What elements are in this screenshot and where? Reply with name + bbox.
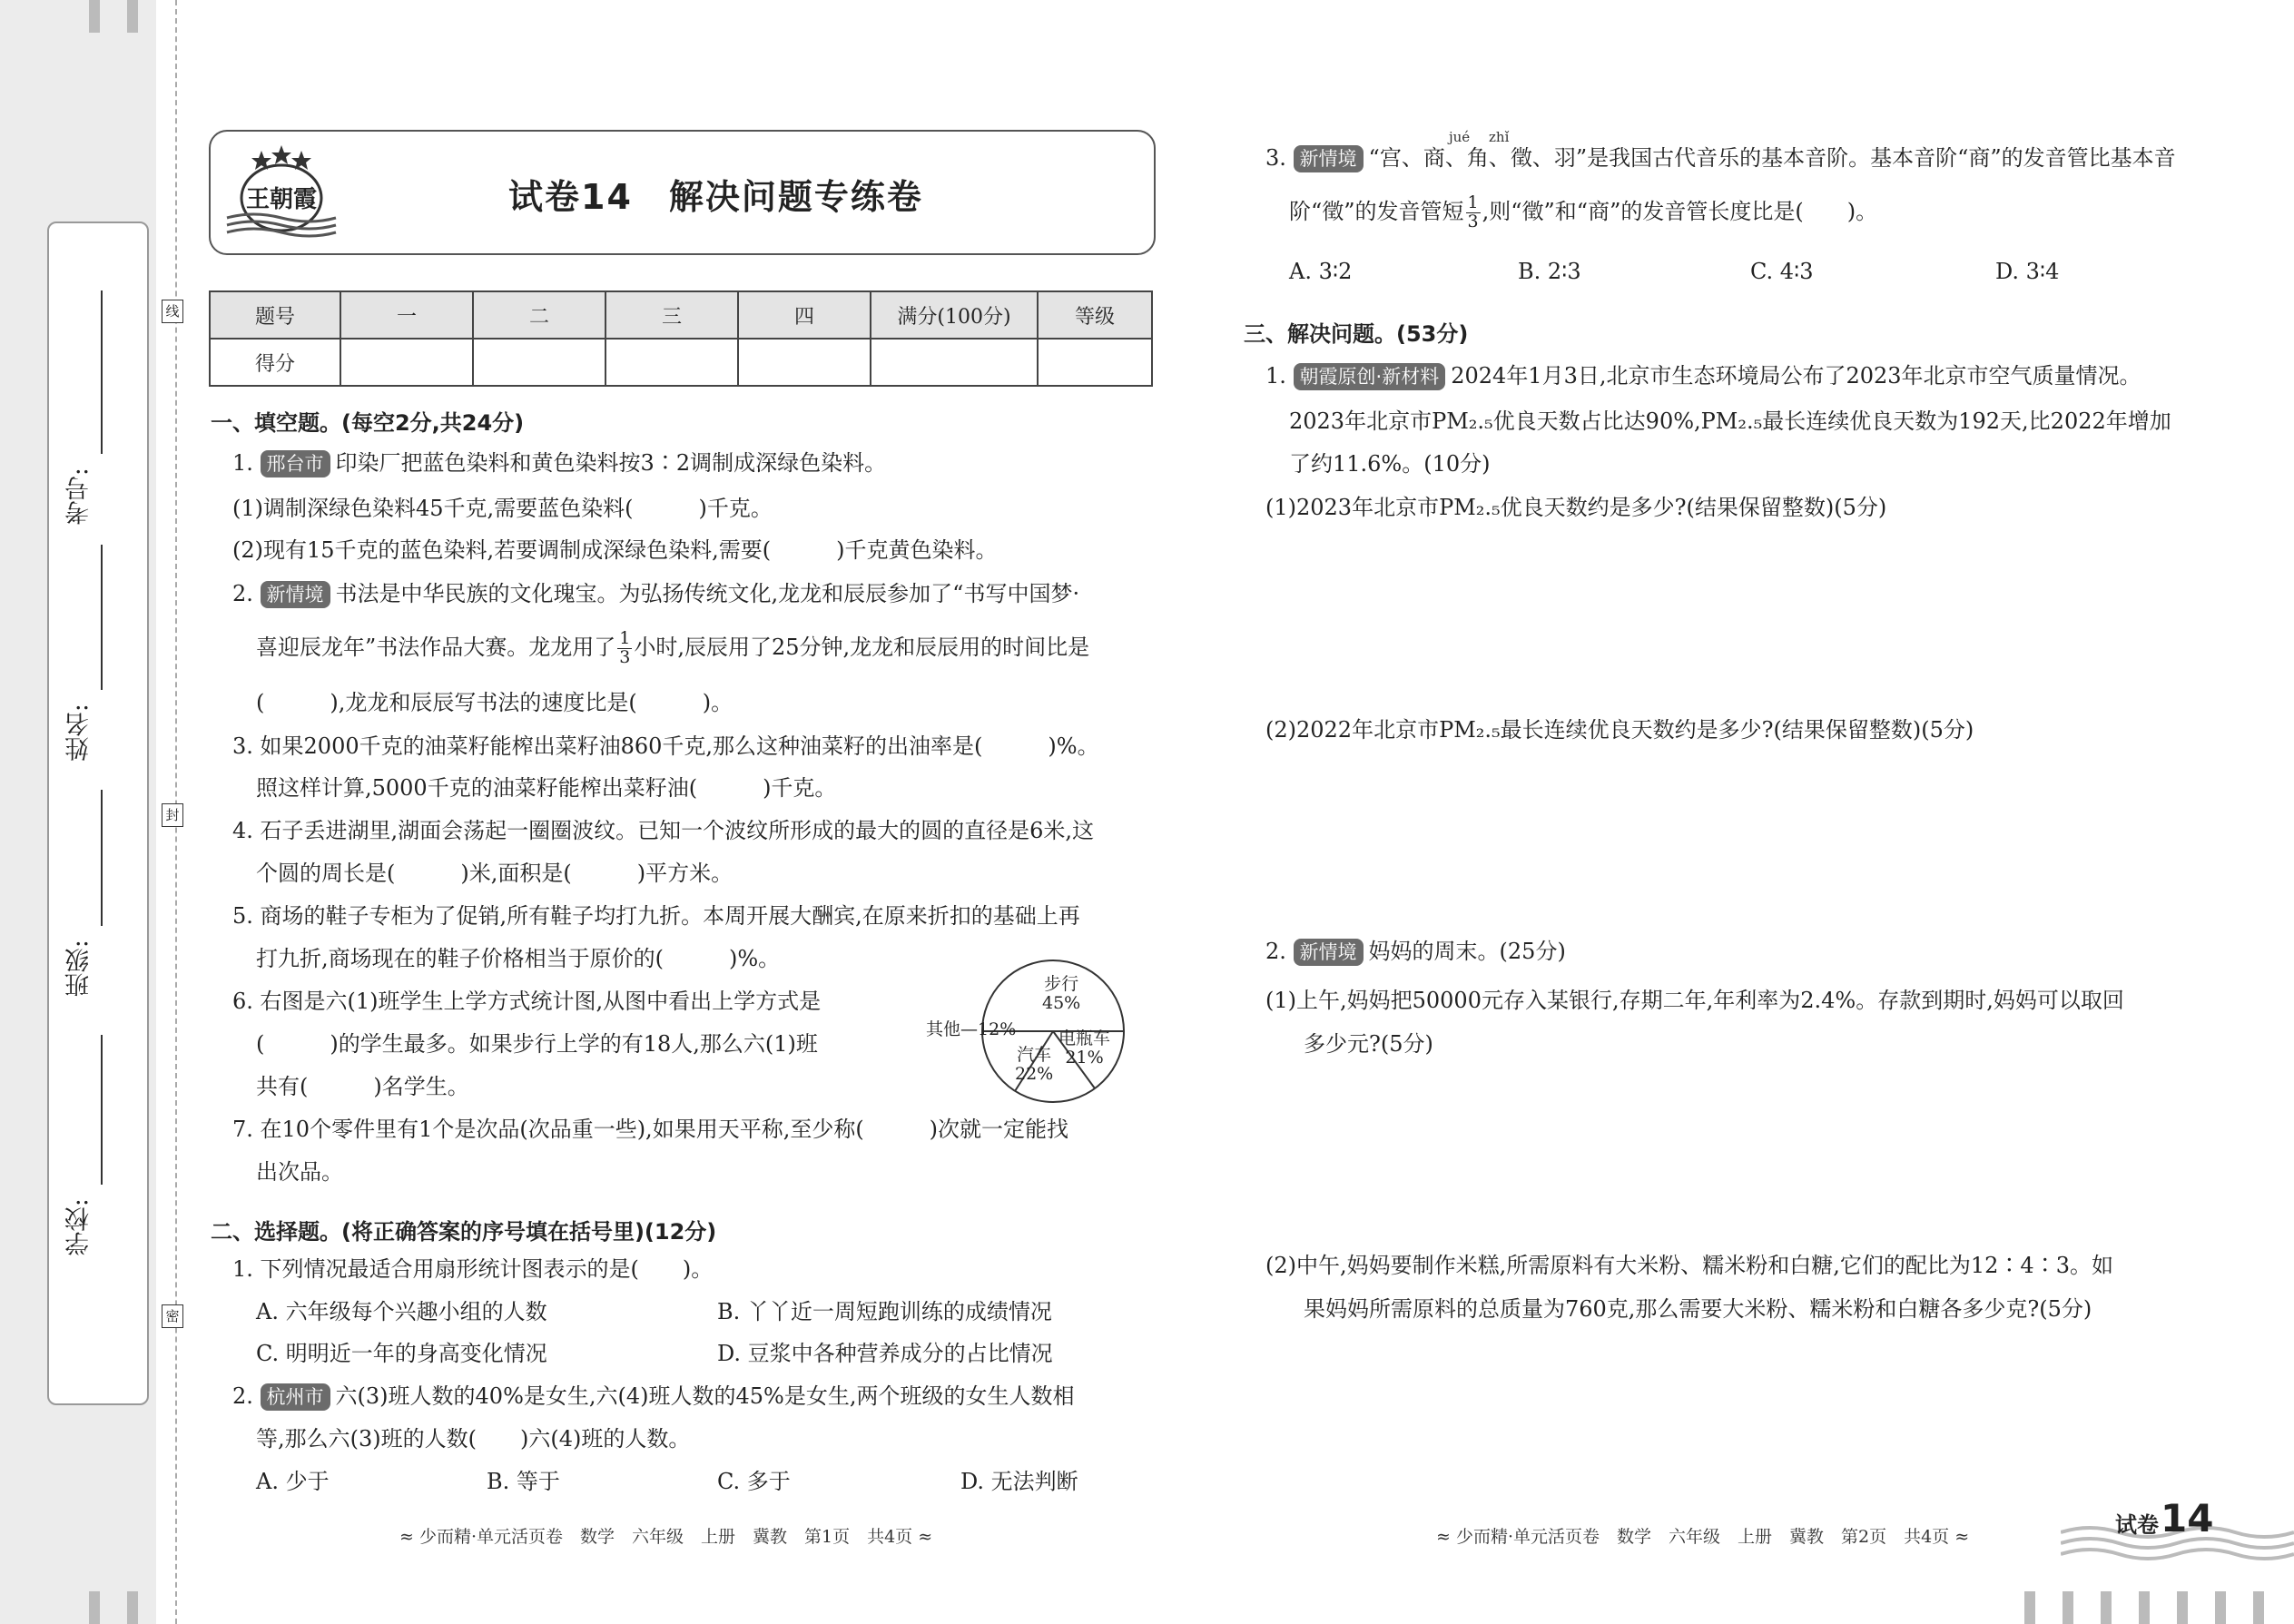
answer-area[interactable] <box>1265 1071 2191 1244</box>
region-tag: 杭州市 <box>261 1383 330 1411</box>
problem-2-b-line2: 果妈妈所需原料的总质量为760克,那么需要大米粉、糯米粉和白糖各多少克?(5分) <box>1304 1296 2092 1322</box>
pinyin-zhi: zhǐ <box>1489 129 1510 145</box>
question-4: 4. 石子丢进湖里,湖面会荡起一圈圈波纹。已知一个波纹所形成的最大的圆的直径是6米,这 <box>232 818 1095 843</box>
choice-2-line2: 等,那么六(3)班的人数( )六(4)班的人数。 <box>256 1426 691 1452</box>
choice-2-option-a[interactable]: A. 少于 <box>256 1469 330 1494</box>
score-input-cell[interactable] <box>1038 339 1152 386</box>
problem-1-line3: 了约11.6%。(10分) <box>1289 451 1491 477</box>
badge-number: 14 <box>2161 1496 2214 1540</box>
choice-1: 1. 下列情况最适合用扇形统计图表示的是( )。 <box>232 1256 714 1282</box>
cut-mark-feng: 封 <box>162 803 183 827</box>
table-cell: 满分(100分) <box>871 291 1038 339</box>
choice-2-option-c[interactable]: C. 多于 <box>717 1469 791 1494</box>
answer-area[interactable] <box>1265 536 2191 708</box>
table-cell: 一 <box>340 291 473 339</box>
brand-logo <box>225 138 338 243</box>
edge-bar <box>127 0 138 33</box>
question-2: 2. 新情境 书法是中华民族的文化瑰宝。为弘扬传统文化,龙龙和辰辰参加了“书写中国梦· <box>232 581 1080 606</box>
answer-area[interactable] <box>1265 758 2191 930</box>
problem-2-a-line2: 多少元?(5分) <box>1304 1031 1433 1057</box>
problem-2-a: (1)上午,妈妈把50000元存入某银行,存期二年,年利率为2.4%。存款到期时,妈妈可以取回 <box>1265 988 2124 1013</box>
question-5-line2: 打九折,商场现在的鞋子价格相当于原价的( )%。 <box>256 946 781 971</box>
choice-2-option-d[interactable]: D. 无法判断 <box>960 1469 1078 1494</box>
question-2-line2: 喜迎辰龙年”书法作品大赛。龙龙用了 $\frac{1}{3}$ 小时,辰辰用了25分钟,龙龙和辰辰用的时间比是 <box>256 628 1090 667</box>
score-table <box>209 290 1153 387</box>
school-label: 学校: <box>65 1198 94 1256</box>
pie-label-walk: 步行 45% <box>1042 974 1081 1013</box>
section-choice: 二、选择题。(将正确答案的序号填在括号里)(12分) <box>211 1219 717 1245</box>
choice-3-option-b[interactable]: B. 2∶3 <box>1518 259 1581 284</box>
fraction: $\frac{1}{3}$ <box>619 628 631 667</box>
table-cell: 等级 <box>1038 291 1152 339</box>
original-tag: 朝霞原创·新材料 <box>1294 363 1446 390</box>
question-6: 6. 右图是六(1)班学生上学方式统计图,从图中看出上学方式是 <box>232 989 822 1014</box>
section-fill-in: 一、填空题。(每空2分,共24分) <box>211 410 525 436</box>
class-line[interactable] <box>101 790 103 926</box>
choice-2: 2. 杭州市 六(3)班人数的40%是女生,六(4)班人数的45%是女生,两个班级的女生人数相 <box>232 1383 1075 1409</box>
table-header-row <box>210 291 1152 339</box>
edge-bar <box>2063 1591 2073 1624</box>
exam-number-label: 考号: <box>65 468 94 526</box>
question-6-line3: 共有( )名学生。 <box>256 1074 469 1099</box>
question-1-a: (1)调制深绿色染料45千克,需要蓝色染料( )千克。 <box>232 496 773 521</box>
question-5: 5. 商场的鞋子专柜为了促销,所有鞋子均打九折。本周开展大酬宾,在原来折扣的基础上再 <box>232 903 1080 929</box>
choice-1-option-b[interactable]: B. 丫丫近一周短跑训练的成绩情况 <box>717 1299 1052 1324</box>
school-line[interactable] <box>101 1035 103 1185</box>
table-cell: 三 <box>605 291 738 339</box>
pie-label-car: 汽车 22% <box>1015 1045 1054 1084</box>
edge-bar <box>89 0 100 33</box>
question-7: 7. 在10个零件里有1个是次品(次品重一些),如果用天平称,至少称( )次就一定能找 <box>232 1117 1069 1142</box>
choice-3-option-d[interactable]: D. 3∶4 <box>1995 259 2060 284</box>
page-title: 试卷14 解决问题专练卷 <box>508 177 923 217</box>
name-label: 姓名: <box>65 704 94 762</box>
problem-2-b: (2)中午,妈妈要制作米糕,所需原料有大米粉、糯米粉和白糖,它们的配比为12∶4∶3。如 <box>1265 1253 2113 1278</box>
footer-left: ≈ 少而精·单元活页卷 数学 六年级 上册 冀教 第1页 共4页 ≈ <box>399 1527 933 1547</box>
fraction: $\frac{1}{3}$ <box>1467 192 1479 231</box>
question-4-line2: 个圆的周长是( )米,面积是( )平方米。 <box>256 861 733 886</box>
name-line[interactable] <box>101 545 103 690</box>
score-input-cell[interactable] <box>738 339 871 386</box>
table-cell: 题号 <box>210 291 340 339</box>
score-input-cell[interactable] <box>473 339 605 386</box>
problem-1-b: (2)2022年北京市PM₂.₅最长连续优良天数约是多少?(结果保留整数)(5分) <box>1265 717 1974 743</box>
edge-bar <box>2215 1591 2226 1624</box>
section-problems: 三、解决问题。(53分) <box>1244 321 1469 347</box>
question-6-line2: ( )的学生最多。如果步行上学的有18人,那么六(1)班 <box>256 1031 818 1057</box>
problem-1-line2: 2023年北京市PM₂.₅优良天数占比达90%,PM₂.₅最长连续优良天数为192天,比2022年增加 <box>1289 408 2171 434</box>
problem-2: 2. 新情境 妈妈的周末。(25分) <box>1265 939 1566 964</box>
cut-mark-mi: 密 <box>162 1304 183 1328</box>
pie-label-ebike: 电瓶车 21% <box>1058 1029 1111 1068</box>
choice-3-option-a[interactable]: A. 3∶2 <box>1289 259 1353 284</box>
choice-3-line2: 阶“徵”的发音管短 $\frac{1}{3}$ ,则“徵”和“商”的发音管长度比是( )。 <box>1289 192 1878 231</box>
context-tag: 新情境 <box>261 581 330 608</box>
problem-1: 1. 朝霞原创·新材料 2024年1月3日,北京市生态环境局公布了2023年北京市空气质量情况。 <box>1265 363 2141 389</box>
svg-text:王朝霞: 王朝霞 <box>245 186 318 213</box>
choice-3-option-c[interactable]: C. 4∶3 <box>1750 259 1814 284</box>
table-row <box>210 339 1152 386</box>
badge-label: 试卷 <box>2115 1512 2159 1538</box>
edge-bar <box>2253 1591 2264 1624</box>
table-cell: 四 <box>738 291 871 339</box>
question-2-line3: ( ),龙龙和辰辰写书法的速度比是( )。 <box>256 690 733 715</box>
score-input-cell[interactable] <box>871 339 1038 386</box>
answer-area[interactable] <box>1265 1339 2191 1493</box>
score-input-cell[interactable] <box>605 339 738 386</box>
region-tag: 邢台市 <box>261 450 330 477</box>
choice-3: 3. 新情境 “宫、商、角、徵、羽”是我国古代音乐的基本音阶。基本音阶“商”的发音管比基本音 <box>1265 145 2176 171</box>
context-tag: 新情境 <box>1294 939 1364 966</box>
edge-bar <box>2101 1591 2112 1624</box>
edge-bar <box>89 1591 100 1624</box>
cut-mark-xian: 线 <box>162 300 183 323</box>
edge-bar <box>2177 1591 2188 1624</box>
choice-2-option-b[interactable]: B. 等于 <box>487 1469 560 1494</box>
score-input-cell[interactable] <box>340 339 473 386</box>
question-3-line2: 照这样计算,5000千克的油菜籽能榨出菜籽油( )千克。 <box>256 775 837 801</box>
table-cell: 二 <box>473 291 605 339</box>
choice-1-option-c[interactable]: C. 明明近一年的身高变化情况 <box>256 1341 547 1366</box>
question-1-b: (2)现有15千克的蓝色染料,若要调制成深绿色染料,需要( )千克黄色染料。 <box>232 537 998 563</box>
question-1: 1. 邢台市 印染厂把蓝色染料和黄色染料按3∶2调制成深绿色染料。 <box>232 450 887 476</box>
choice-1-option-d[interactable]: D. 豆浆中各种营养成分的占比情况 <box>717 1341 1053 1366</box>
class-label: 班级: <box>65 940 94 998</box>
edge-bar <box>127 1591 138 1624</box>
exam-number-line[interactable] <box>101 290 103 454</box>
pinyin-jue: jué <box>1449 129 1471 145</box>
table-cell: 得分 <box>210 339 340 386</box>
choice-1-option-a[interactable]: A. 六年级每个兴趣小组的人数 <box>256 1299 547 1324</box>
question-3: 3. 如果2000千克的油菜籽能榨出菜籽油860千克,那么这种油菜籽的出油率是( )%。 <box>232 733 1099 759</box>
question-7-line2: 出次品。 <box>256 1159 343 1185</box>
footer-right: ≈ 少而精·单元活页卷 数学 六年级 上册 冀教 第2页 共4页 ≈ <box>1436 1527 1970 1547</box>
pie-label-other: 其他—12% <box>926 1019 1017 1039</box>
context-tag: 新情境 <box>1294 145 1364 172</box>
edge-bar <box>2024 1591 2035 1624</box>
edge-bar <box>2139 1591 2150 1624</box>
problem-1-a: (1)2023年北京市PM₂.₅优良天数约是多少?(结果保留整数)(5分) <box>1265 495 1887 520</box>
